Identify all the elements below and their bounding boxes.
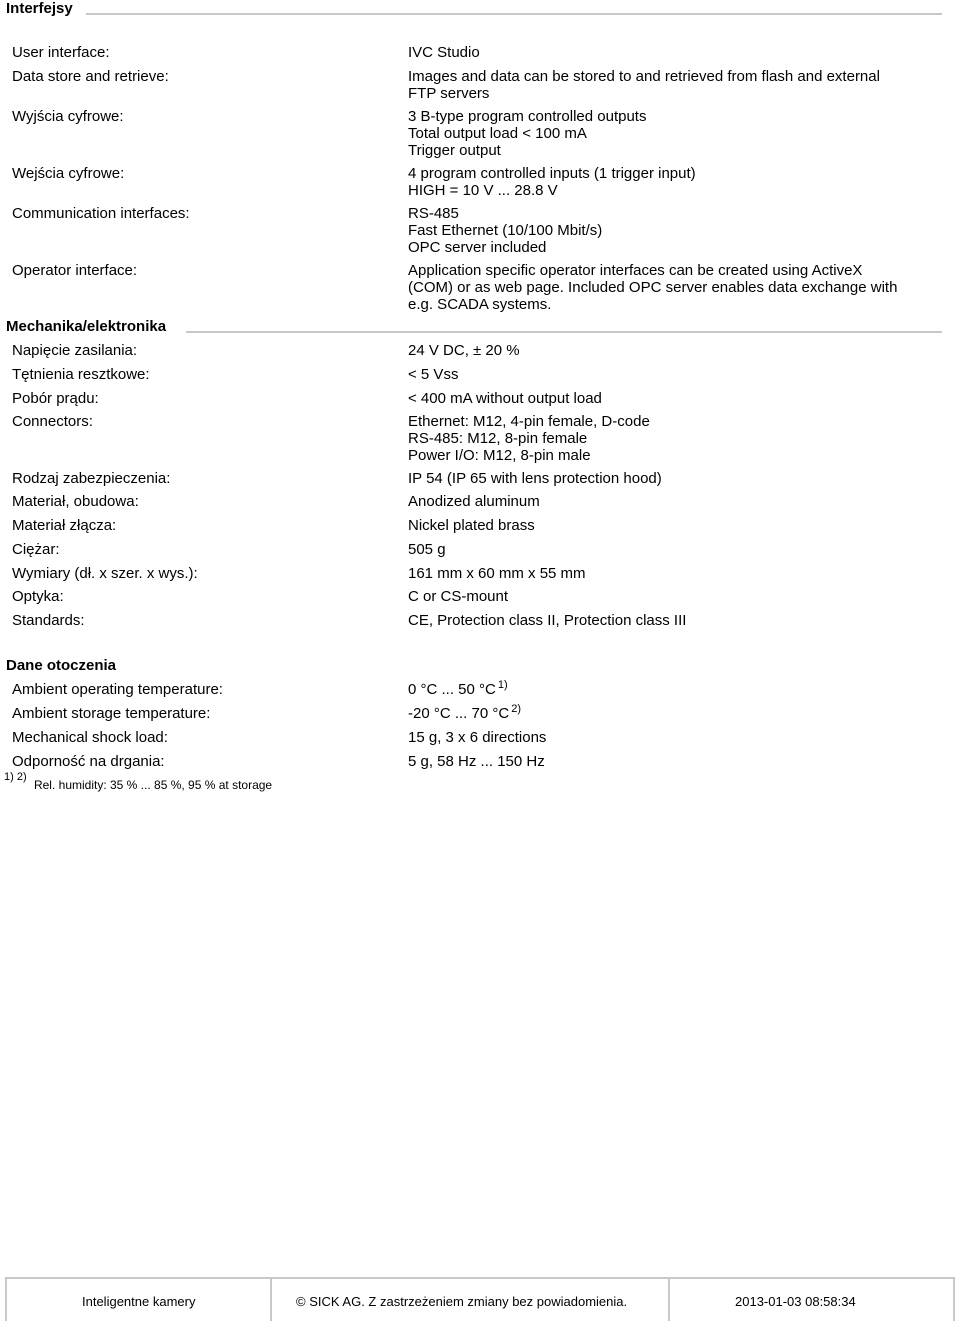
spec-row (0, 705, 960, 722)
spec-row (0, 390, 960, 407)
section-otoczenie (0, 657, 960, 679)
spec-value: Application specific operator interfaces can be created using ActiveX (COM) or as web page. Included OPC server enables data exchange with e.g. SCADA systems. (408, 262, 898, 313)
spec-label: Tętnienia resztkowe: (12, 366, 150, 383)
spec-label: Rodzaj zabezpieczenia: (12, 470, 171, 487)
spec-value: CE, Protection class II, Protection class III (408, 612, 687, 629)
footer-product-name: Inteligentne kamery (82, 1294, 196, 1309)
spec-value: < 5 Vss (408, 366, 459, 383)
spec-value: Anodized aluminum (408, 493, 540, 510)
spec-row (0, 413, 960, 464)
footer-separator (668, 1277, 670, 1321)
spec-value: 161 mm x 60 mm x 55 mm (408, 565, 586, 582)
spec-label: Ambient storage temperature: (12, 705, 211, 722)
spec-label: Pobór prądu: (12, 390, 99, 407)
spec-label: Optyka: (12, 588, 64, 605)
spec-label: Connectors: (12, 413, 93, 430)
spec-value: 5 g, 58 Hz ... 150 Hz (408, 753, 545, 770)
spec-label: Data store and retrieve: (12, 68, 169, 85)
section-title-mechanika: Mechanika/elektronika (6, 318, 167, 335)
spec-row (0, 729, 960, 746)
footer-divider (5, 1277, 955, 1279)
section-header (0, 318, 960, 340)
spec-value: Ethernet: M12, 4-pin female, D-code RS-485: M12, 8-pin female Power I/O: M12, 8-pin male (408, 413, 650, 464)
section-header (0, 0, 960, 22)
spec-value: 4 program controlled inputs (1 trigger input) HIGH = 10 V ... 28.8 V (408, 165, 696, 199)
spec-label: Wejścia cyfrowe: (12, 165, 125, 182)
spec-label: Wymiary (dł. x szer. x wys.): (12, 565, 198, 582)
spec-label: Wyjścia cyfrowe: (12, 108, 124, 125)
spec-row (0, 366, 960, 383)
spec-row (0, 681, 960, 698)
spec-value: 0 °C ... 50 °C $^{1)}$ (408, 679, 508, 698)
footnote (4, 771, 273, 792)
section-title-otoczenie: Dane otoczenia (6, 657, 117, 674)
spec-row (0, 165, 960, 199)
footer-separator (5, 1277, 7, 1321)
spec-value: 15 g, 3 x 6 directions (408, 729, 547, 746)
section-mechanika (0, 318, 960, 340)
section-interfejsy (0, 0, 960, 313)
section-title-interfejsy: Interfejsy (6, 0, 73, 17)
spec-row (0, 517, 960, 534)
spec-row (0, 262, 960, 313)
spec-value: Images and data can be stored to and retrieved from flash and external FTP servers (408, 68, 880, 102)
spec-row (0, 541, 960, 558)
page-footer (0, 1276, 960, 1331)
footer-timestamp: 2013-01-03 08:58:34 (735, 1294, 856, 1309)
spec-value: < 400 mA without output load (408, 390, 602, 407)
spec-value: IP 54 (IP 65 with lens protection hood) (408, 470, 662, 487)
spec-label: Materiał, obudowa: (12, 493, 139, 510)
section-divider (186, 331, 942, 333)
spec-label: Ciężar: (12, 541, 60, 558)
spec-row (0, 753, 960, 770)
spec-value: IVC Studio (408, 44, 480, 61)
spec-value: 24 V DC, ± 20 % (408, 342, 520, 359)
spec-label: Ambient operating temperature: (12, 681, 223, 698)
spec-value: Nickel plated brass (408, 517, 535, 534)
spec-label: Odporność na drgania: (12, 753, 165, 770)
spec-label: Operator interface: (12, 262, 138, 279)
spec-label: Materiał złącza: (12, 517, 117, 534)
footnote-marks: 1) 2) (4, 771, 27, 783)
spec-row (0, 342, 960, 359)
spec-row (0, 108, 960, 159)
spec-row (0, 612, 960, 629)
spec-row (0, 68, 960, 102)
spec-row (0, 44, 960, 61)
footnote-mark: 1) (497, 679, 508, 691)
spec-value: 505 g (408, 541, 446, 558)
spec-label: Mechanical shock load: (12, 729, 168, 746)
spec-row (0, 565, 960, 582)
spec-label: Standards: (12, 612, 85, 629)
spec-value: -20 °C ... 70 °C $^{2)}$ (408, 703, 521, 722)
footnote-text: Rel. humidity: 35 % ... 85 %, 95 % at storage (33, 778, 273, 792)
spec-row (0, 470, 960, 487)
footer-separator (270, 1277, 272, 1321)
spec-row (0, 588, 960, 605)
spec-label: Communication interfaces: (12, 205, 190, 222)
spec-row (0, 493, 960, 510)
spec-value: 3 B-type program controlled outputs Total output load < 100 mA Trigger output (408, 108, 647, 159)
spec-value: RS-485 Fast Ethernet (10/100 Mbit/s) OPC server included (408, 205, 603, 256)
spec-row (0, 205, 960, 256)
footnote-mark: 2) (511, 703, 521, 715)
spec-label: User interface: (12, 44, 110, 61)
footer-separator (953, 1277, 955, 1321)
section-header (0, 657, 960, 679)
spec-value: C or CS-mount (408, 588, 509, 605)
footer-copyright: © SICK AG. Z zastrzeżeniem zmiany bez powiadomienia. (296, 1294, 628, 1309)
section-divider (86, 13, 942, 15)
spec-label: Napięcie zasilania: (12, 342, 138, 359)
